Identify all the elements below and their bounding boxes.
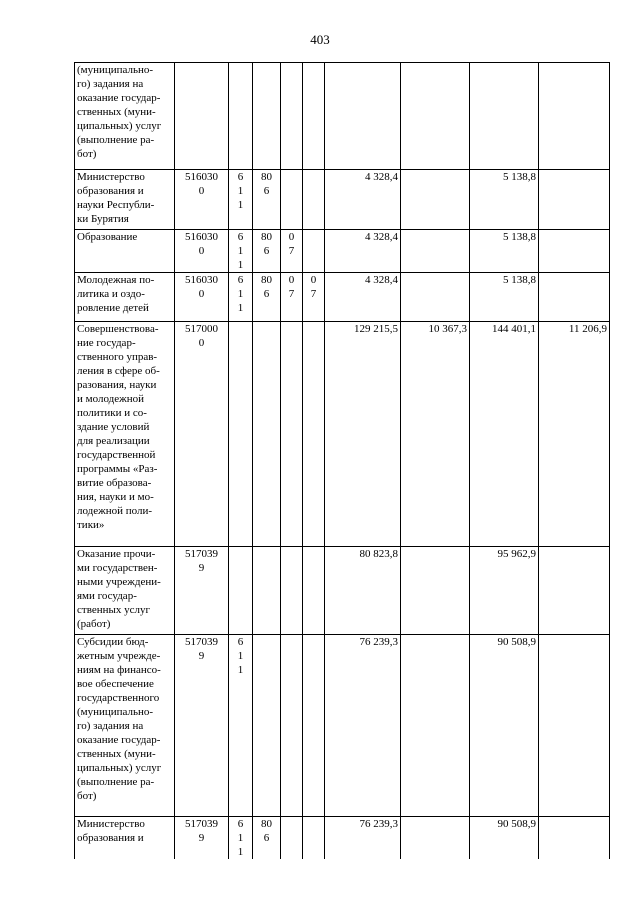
expense-type-cell bbox=[229, 322, 253, 547]
cell-line: (выполнение ра- bbox=[77, 134, 155, 146]
row-name-cell bbox=[75, 170, 175, 230]
cell-line: 1 bbox=[237, 664, 244, 676]
federal-year1-cell bbox=[401, 170, 470, 230]
cell-line: 0 bbox=[288, 231, 295, 243]
cell-line: 0 bbox=[310, 274, 317, 286]
cell-line: 6 bbox=[263, 245, 270, 257]
table-row bbox=[75, 322, 610, 547]
cell-line: ми государствен- bbox=[77, 562, 158, 574]
target-article-cell bbox=[175, 817, 229, 860]
table-row bbox=[75, 635, 610, 817]
cell-line: 7 bbox=[288, 288, 295, 300]
amount-year2-cell: 5 138,8 bbox=[470, 273, 539, 322]
federal-year2-cell bbox=[539, 273, 610, 322]
subsection-code-cell bbox=[303, 817, 325, 860]
cell-line: 517000 bbox=[185, 323, 218, 335]
row-name-cell bbox=[75, 63, 175, 170]
cell-line: ки Бурятия bbox=[77, 213, 129, 225]
cell-line: ние государ- bbox=[77, 337, 136, 349]
expense-type-cell bbox=[229, 547, 253, 635]
cell-line: 6 bbox=[237, 636, 244, 648]
section-code-cell bbox=[281, 170, 303, 230]
cell-line: тики» bbox=[77, 519, 105, 531]
cell-line: образования и bbox=[77, 832, 144, 844]
cell-line: (муниципально- bbox=[77, 706, 154, 718]
cell-line: 9 bbox=[198, 832, 205, 844]
cell-line: науки Республи- bbox=[77, 199, 155, 211]
table-row bbox=[75, 63, 610, 170]
federal-year1-cell bbox=[401, 547, 470, 635]
row-name-cell bbox=[75, 273, 175, 322]
target-article-cell bbox=[175, 230, 229, 273]
cell-line: 0 bbox=[198, 337, 205, 349]
federal-year2-cell: 11 206,9 bbox=[539, 322, 610, 547]
expense-type-cell bbox=[229, 635, 253, 817]
cell-line: 6 bbox=[237, 171, 244, 183]
federal-year2-cell bbox=[539, 817, 610, 860]
cell-line: ственных (муни- bbox=[77, 748, 156, 760]
section-code-cell bbox=[281, 273, 303, 322]
cell-line: 80 bbox=[261, 274, 272, 286]
amount-year1-cell: 80 823,8 bbox=[325, 547, 401, 635]
cell-line: образования и bbox=[77, 185, 144, 197]
cell-line: 1 bbox=[237, 288, 244, 300]
cell-line: 7 bbox=[310, 288, 317, 300]
cell-line: 1 bbox=[237, 302, 244, 314]
target-article-cell bbox=[175, 273, 229, 322]
cell-line: витие образова- bbox=[77, 477, 152, 489]
ministry-code-cell bbox=[253, 170, 281, 230]
cell-line: Оказание прочи- bbox=[77, 548, 156, 560]
cell-line: 1 bbox=[237, 846, 244, 858]
federal-year2-cell bbox=[539, 635, 610, 817]
cell-line: ления в сфере об- bbox=[77, 365, 160, 377]
target-article-cell bbox=[175, 63, 229, 170]
cell-line: 1 bbox=[237, 832, 244, 844]
federal-year1-cell bbox=[401, 63, 470, 170]
amount-year2-cell: 5 138,8 bbox=[470, 170, 539, 230]
subsection-code-cell bbox=[303, 170, 325, 230]
federal-year2-cell bbox=[539, 170, 610, 230]
table-row bbox=[75, 273, 610, 322]
expense-type-cell bbox=[229, 273, 253, 322]
cell-line: 0 bbox=[288, 274, 295, 286]
row-name-cell bbox=[75, 635, 175, 817]
cell-line: 80 bbox=[261, 171, 272, 183]
section-code-cell bbox=[281, 635, 303, 817]
cell-line: (работ) bbox=[77, 618, 111, 630]
cell-line: 6 bbox=[237, 274, 244, 286]
cell-line: разования, науки bbox=[77, 379, 157, 391]
expense-type-cell bbox=[229, 817, 253, 860]
cell-line: Министерство bbox=[77, 171, 145, 183]
federal-year1-cell bbox=[401, 230, 470, 273]
cell-line: 516030 bbox=[185, 274, 218, 286]
row-name-cell bbox=[75, 322, 175, 547]
target-article-cell bbox=[175, 547, 229, 635]
cell-line: Молодежная по- bbox=[77, 274, 155, 286]
ministry-code-cell bbox=[253, 273, 281, 322]
federal-year2-cell bbox=[539, 63, 610, 170]
ministry-code-cell bbox=[253, 817, 281, 860]
cell-line: 9 bbox=[198, 650, 205, 662]
subsection-code-cell bbox=[303, 273, 325, 322]
cell-line: 0 bbox=[198, 288, 205, 300]
target-article-cell bbox=[175, 322, 229, 547]
amount-year2-cell bbox=[470, 63, 539, 170]
cell-line: го) задания на bbox=[77, 78, 144, 90]
subsection-code-cell bbox=[303, 322, 325, 547]
row-name-cell bbox=[75, 230, 175, 273]
section-code-cell bbox=[281, 63, 303, 170]
amount-year2-cell: 90 508,9 bbox=[470, 817, 539, 860]
cell-line: 1 bbox=[237, 245, 244, 257]
cell-line: вое обеспечение bbox=[77, 678, 154, 690]
cell-line: ными учреждени- bbox=[77, 576, 161, 588]
section-code-cell bbox=[281, 322, 303, 547]
cell-line: оказание государ- bbox=[77, 92, 161, 104]
cell-line: здание условий bbox=[77, 421, 150, 433]
page-number: 403 bbox=[310, 32, 330, 47]
cell-line: 7 bbox=[288, 245, 295, 257]
table-row bbox=[75, 230, 610, 273]
cell-line: бот) bbox=[77, 790, 97, 802]
cell-line: 1 bbox=[237, 199, 244, 211]
cell-line: для реализации bbox=[77, 435, 150, 447]
cell-line: Образование bbox=[77, 231, 138, 243]
cell-line: Совершенствова- bbox=[77, 323, 159, 335]
cell-line: программы «Раз- bbox=[77, 463, 158, 475]
ministry-code-cell bbox=[253, 63, 281, 170]
amount-year2-cell: 95 962,9 bbox=[470, 547, 539, 635]
cell-line: 1 bbox=[237, 185, 244, 197]
subsection-code-cell bbox=[303, 547, 325, 635]
amount-year2-cell: 90 508,9 bbox=[470, 635, 539, 817]
cell-line: ями государ- bbox=[77, 590, 137, 602]
expense-type-cell bbox=[229, 230, 253, 273]
cell-line: ровление детей bbox=[77, 302, 149, 314]
federal-year2-cell bbox=[539, 547, 610, 635]
subsection-code-cell bbox=[303, 230, 325, 273]
cell-line: 516030 bbox=[185, 171, 218, 183]
expense-type-cell bbox=[229, 170, 253, 230]
cell-line: лодежной поли- bbox=[77, 505, 153, 517]
cell-line: 517039 bbox=[185, 636, 218, 648]
ministry-code-cell bbox=[253, 230, 281, 273]
amount-year2-cell: 144 401,1 bbox=[470, 322, 539, 547]
cell-line: государственного bbox=[77, 692, 160, 704]
cell-line: 0 bbox=[198, 245, 205, 257]
table-row bbox=[75, 170, 610, 230]
cell-line: жетным учрежде- bbox=[77, 650, 161, 662]
cell-line: государственной bbox=[77, 449, 156, 461]
expense-type-cell bbox=[229, 63, 253, 170]
cell-line: 6 bbox=[263, 832, 270, 844]
target-article-cell bbox=[175, 170, 229, 230]
table-row bbox=[75, 547, 610, 635]
amount-year1-cell: 4 328,4 bbox=[325, 230, 401, 273]
federal-year1-cell bbox=[401, 273, 470, 322]
cell-line: 9 bbox=[198, 562, 205, 574]
cell-line: ственных (муни- bbox=[77, 106, 156, 118]
cell-line: 6 bbox=[263, 185, 270, 197]
cell-line: 1 bbox=[237, 650, 244, 662]
cell-line: (выполнение ра- bbox=[77, 776, 155, 788]
amount-year2-cell: 5 138,8 bbox=[470, 230, 539, 273]
cell-line: политики и со- bbox=[77, 407, 147, 419]
federal-year1-cell bbox=[401, 635, 470, 817]
amount-year1-cell: 129 215,5 bbox=[325, 322, 401, 547]
amount-year1-cell: 4 328,4 bbox=[325, 273, 401, 322]
federal-year1-cell bbox=[401, 817, 470, 860]
cell-line: ципальных) услуг bbox=[77, 120, 162, 132]
cell-line: 6 bbox=[237, 231, 244, 243]
cell-line: Министерство bbox=[77, 818, 145, 830]
cell-line: оказание государ- bbox=[77, 734, 161, 746]
federal-year2-cell bbox=[539, 230, 610, 273]
amount-year1-cell: 76 239,3 bbox=[325, 817, 401, 860]
section-code-cell bbox=[281, 817, 303, 860]
cell-line: 517039 bbox=[185, 818, 218, 830]
table-row bbox=[75, 817, 610, 860]
cell-line: 517039 bbox=[185, 548, 218, 560]
cell-line: 516030 bbox=[185, 231, 218, 243]
cell-line: литика и оздо- bbox=[77, 288, 145, 300]
amount-year1-cell: 76 239,3 bbox=[325, 635, 401, 817]
cell-line: 6 bbox=[263, 288, 270, 300]
cell-line: ственного управ- bbox=[77, 351, 158, 363]
target-article-cell bbox=[175, 635, 229, 817]
amount-year1-cell bbox=[325, 63, 401, 170]
cell-line: 80 bbox=[261, 231, 272, 243]
federal-year1-cell: 10 367,3 bbox=[401, 322, 470, 547]
ministry-code-cell bbox=[253, 322, 281, 547]
amount-year1-cell: 4 328,4 bbox=[325, 170, 401, 230]
cell-line: и молодежной bbox=[77, 393, 144, 405]
cell-line: 0 bbox=[198, 185, 205, 197]
ministry-code-cell bbox=[253, 635, 281, 817]
section-code-cell bbox=[281, 547, 303, 635]
cell-line: ципальных) услуг bbox=[77, 762, 162, 774]
ministry-code-cell bbox=[253, 547, 281, 635]
row-name-cell bbox=[75, 817, 175, 860]
cell-line: (муниципально- bbox=[77, 64, 154, 76]
cell-line: ственных услуг bbox=[77, 604, 150, 616]
budget-table bbox=[74, 62, 610, 859]
section-code-cell bbox=[281, 230, 303, 273]
cell-line: бот) bbox=[77, 148, 97, 160]
cell-line: го) задания на bbox=[77, 720, 144, 732]
cell-line: Субсидии бюд- bbox=[77, 636, 149, 648]
cell-line: 80 bbox=[261, 818, 272, 830]
row-name-cell bbox=[75, 547, 175, 635]
cell-line: ниям на финансо- bbox=[77, 664, 161, 676]
subsection-code-cell bbox=[303, 635, 325, 817]
cell-line: ния, науки и мо- bbox=[77, 491, 154, 503]
cell-line bbox=[77, 244, 172, 258]
table-body bbox=[75, 63, 610, 860]
subsection-code-cell bbox=[303, 63, 325, 170]
cell-line: 6 bbox=[237, 818, 244, 830]
cell-line: 1 bbox=[237, 259, 244, 271]
